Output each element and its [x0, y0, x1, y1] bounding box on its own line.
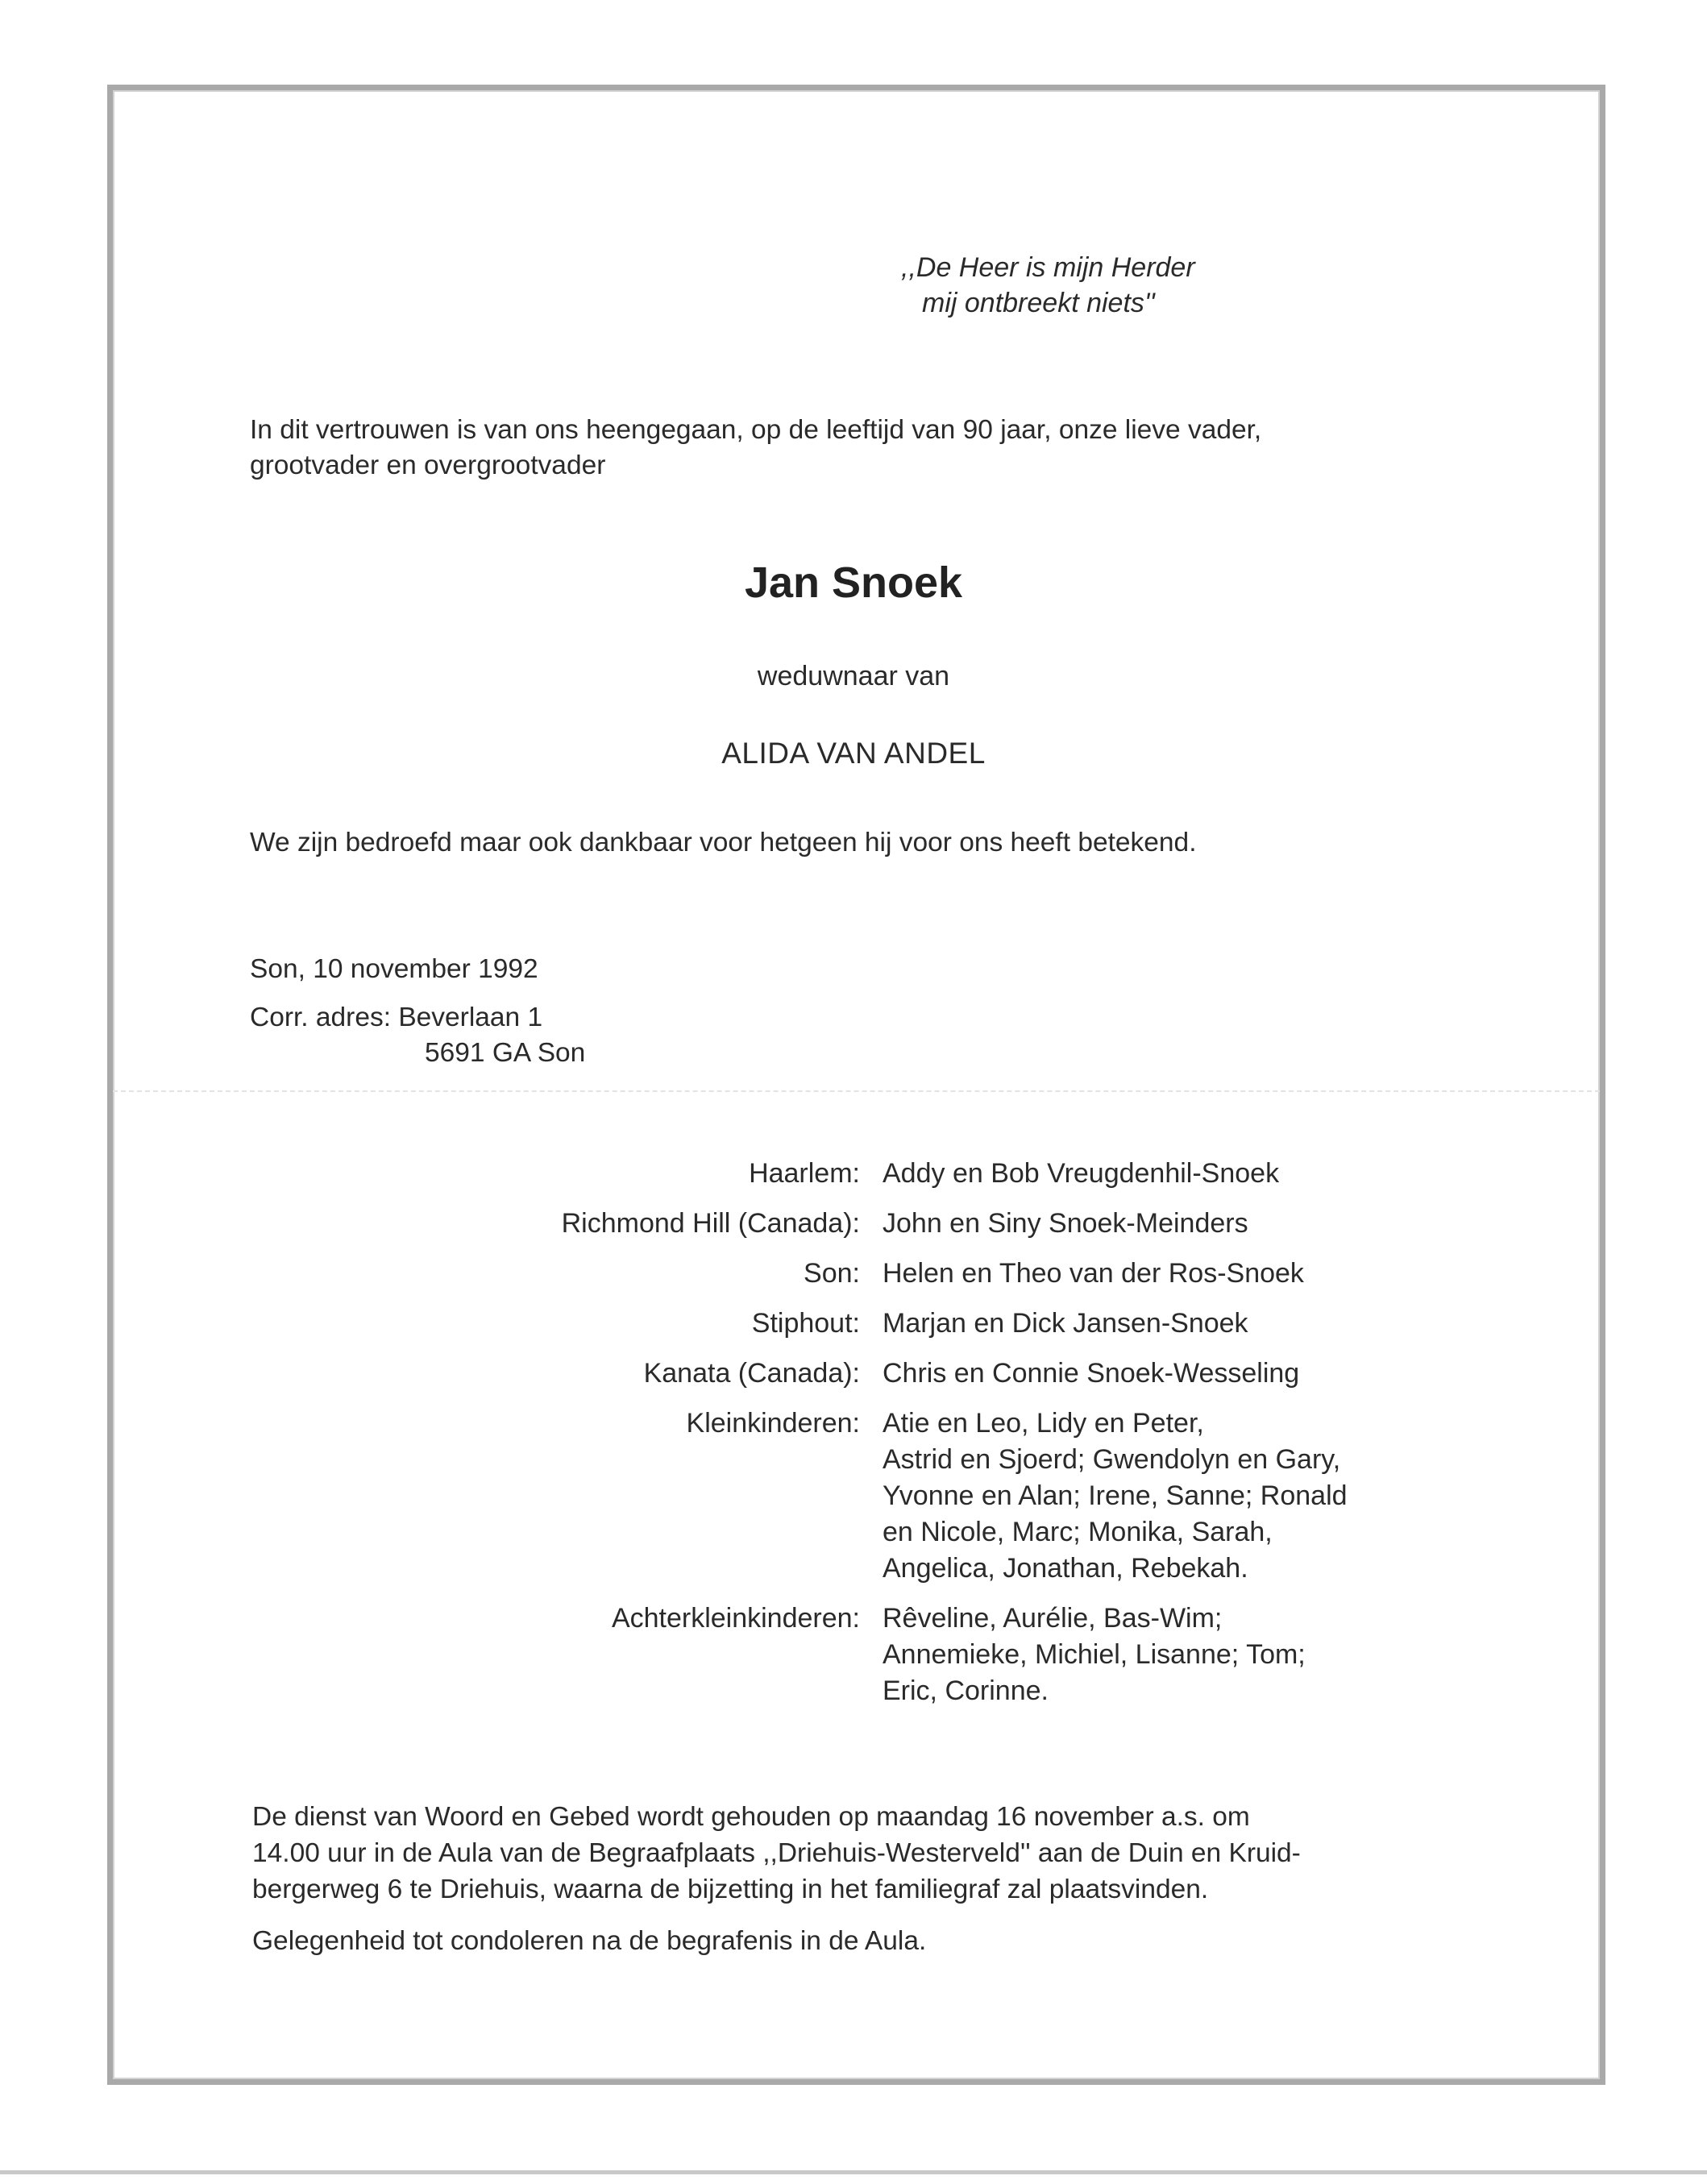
- quote-line-1: ,,De Heer is mijn Herder: [901, 252, 1195, 283]
- family-row: [0, 1405, 1707, 1587]
- family-row: [0, 1156, 1707, 1192]
- service-line-3: bergerweg 6 te Driehuis, waarna de bijzetting in het familiegraf zal plaatsvinden.: [252, 1875, 1209, 1904]
- family-name-line: John en Siny Snoek-Meinders: [883, 1208, 1248, 1239]
- service-announcement: [252, 1799, 1301, 1908]
- family-row: [0, 1256, 1707, 1292]
- family-place: Kleinkinderen:: [686, 1408, 860, 1439]
- condolences-text: Gelegenheid tot condoleren na de begrafenis in de Aula.: [252, 1926, 927, 1956]
- family-name-line: Angelica, Jonathan, Rebekah.: [883, 1553, 1248, 1584]
- family-list: [0, 1156, 1707, 1723]
- family-row: [0, 1601, 1707, 1709]
- family-names: [883, 1156, 1495, 1192]
- deceased-name: Jan Snoek: [744, 558, 963, 607]
- correspondence-address: Corr. adres: Beverlaan 1: [250, 1003, 543, 1032]
- family-names: [883, 1356, 1495, 1392]
- bible-quote: [901, 250, 1195, 321]
- fold-line: [113, 1090, 1600, 1092]
- gratitude-text: We zijn bedroefd maar ook dankbaar voor hetgeen hij voor ons heeft betekend.: [250, 828, 1197, 857]
- family-place: Achterkleinkinderen:: [611, 1603, 860, 1634]
- family-place: Kanata (Canada):: [643, 1358, 860, 1389]
- family-names: [883, 1256, 1495, 1292]
- spouse-name: ALIDA VAN ANDEL: [721, 737, 986, 770]
- family-place: Haarlem:: [749, 1158, 860, 1189]
- family-names: [883, 1405, 1495, 1587]
- family-name-line: Eric, Corinne.: [883, 1675, 1049, 1706]
- widower-text: weduwnaar van: [757, 661, 950, 691]
- family-place: Son:: [804, 1258, 860, 1289]
- family-name-line: Marjan en Dick Jansen-Snoek: [883, 1308, 1248, 1339]
- service-line-2: 14.00 uur in de Aula van de Begraafplaats ,,Driehuis-Westerveld'' aan de Duin en Kruid-: [252, 1838, 1301, 1868]
- service-line-1: De dienst van Woord en Gebed wordt gehouden op maandag 16 november a.s. om: [252, 1802, 1250, 1832]
- family-name-line: Rêveline, Aurélie, Bas-Wim;: [883, 1603, 1223, 1634]
- family-place: Stiphout:: [751, 1308, 860, 1339]
- family-row: [0, 1356, 1707, 1392]
- family-name-line: Atie en Leo, Lidy en Peter,: [883, 1408, 1204, 1439]
- card-border: [107, 85, 1605, 2085]
- quote-line-2: mij ontbreekt niets'': [922, 288, 1155, 318]
- family-name-line: Chris en Connie Snoek-Wesseling: [883, 1358, 1300, 1389]
- family-row: [0, 1306, 1707, 1342]
- family-name-line: Helen en Theo van der Ros-Snoek: [883, 1258, 1304, 1289]
- family-names: [883, 1206, 1495, 1242]
- intro-paragraph: [250, 413, 1261, 484]
- family-name-line: Addy en Bob Vreugdenhil-Snoek: [883, 1158, 1280, 1189]
- family-names: [883, 1306, 1495, 1342]
- intro-line-2: grootvader en overgrootvader: [250, 451, 606, 480]
- family-name-line: Annemieke, Michiel, Lisanne; Tom;: [883, 1639, 1306, 1670]
- place-date: Son, 10 november 1992: [250, 954, 538, 984]
- family-name-line: Astrid en Sjoerd; Gwendolyn en Gary,: [883, 1444, 1341, 1475]
- family-name-line: Yvonne en Alan; Irene, Sanne; Ronald: [883, 1480, 1348, 1511]
- family-row: [0, 1206, 1707, 1242]
- intro-line-1: In dit vertrouwen is van ons heengegaan, op de leeftijd van 90 jaar, onze lieve vader,: [250, 415, 1262, 445]
- postal-code: 5691 GA Son: [425, 1038, 586, 1068]
- family-place: Richmond Hill (Canada):: [561, 1208, 860, 1239]
- family-names: [883, 1601, 1495, 1709]
- page-edge: [0, 2170, 1707, 2174]
- family-name-line: en Nicole, Marc; Monika, Sarah,: [883, 1517, 1273, 1547]
